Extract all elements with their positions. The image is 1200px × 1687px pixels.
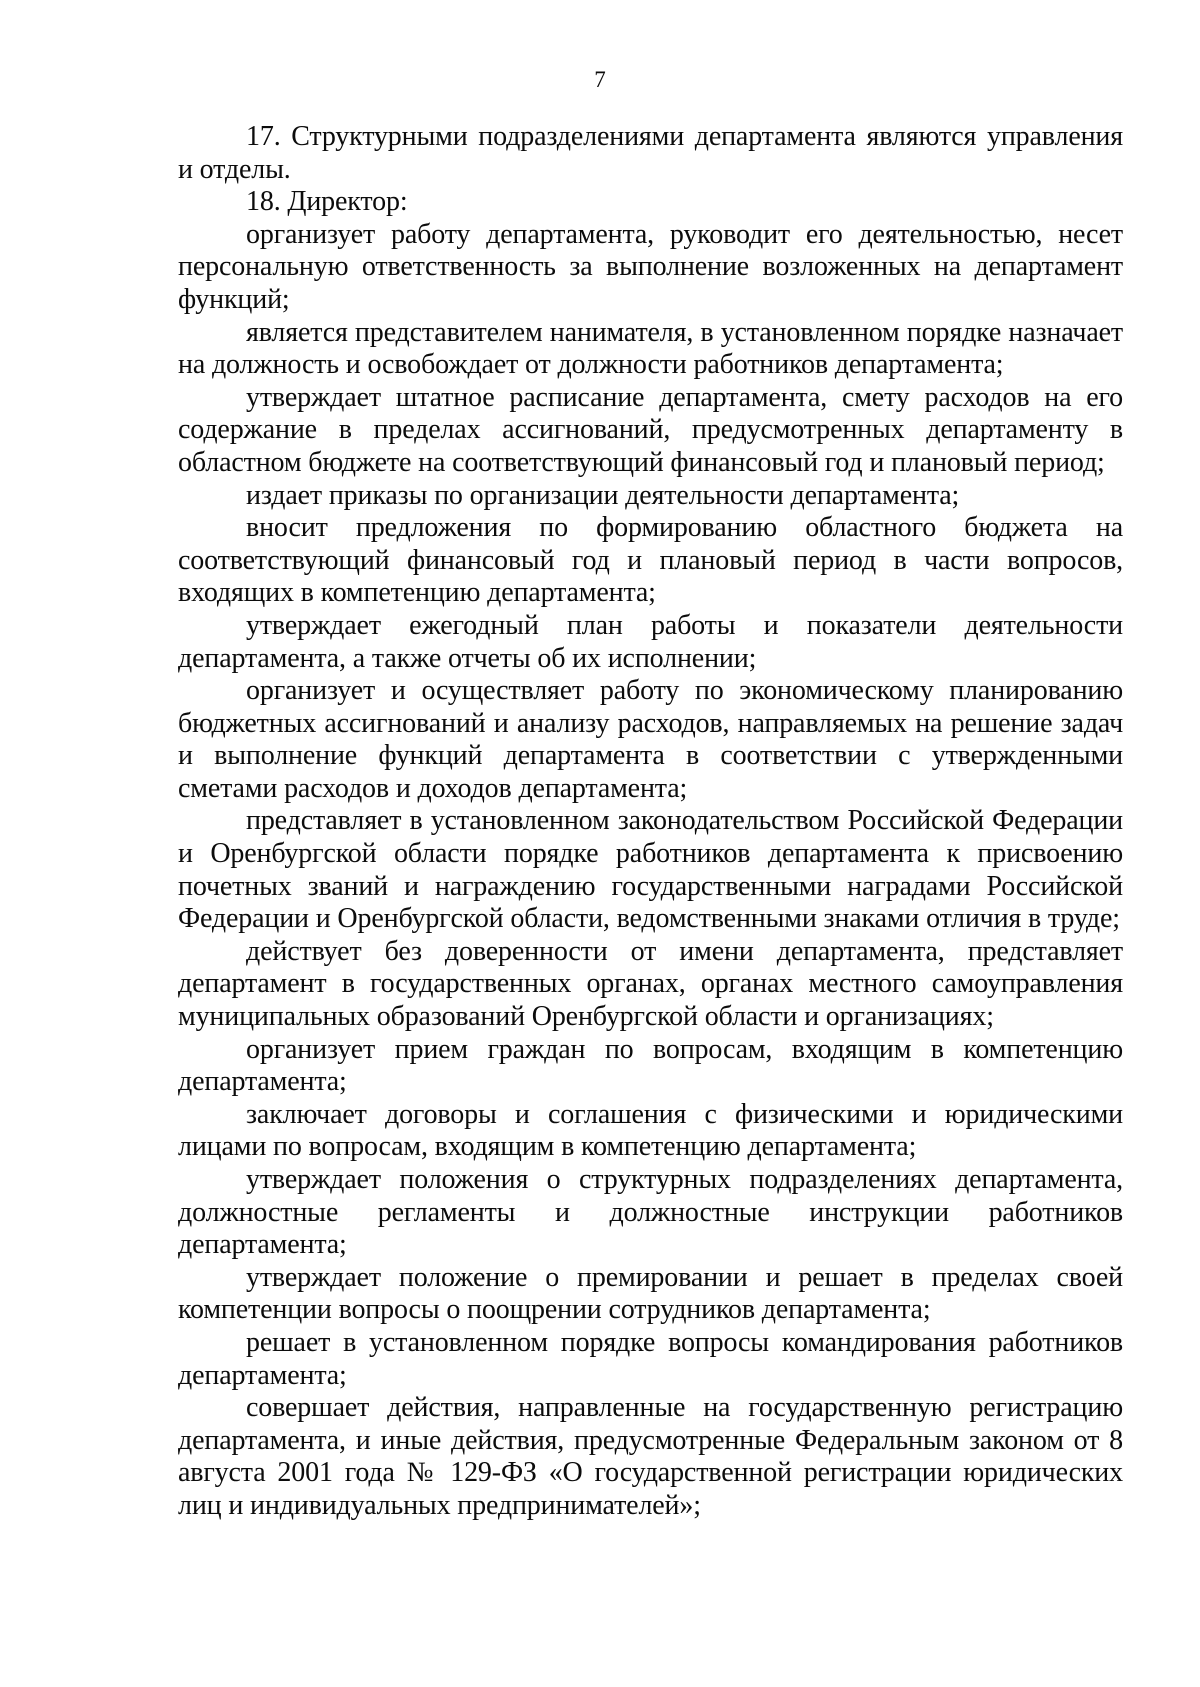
document-body [178,121,1123,1523]
paragraph-18-director-heading: 18. Директор: [246,186,408,218]
paragraph-state-registration: совершает действия, направленные на государственную регистрацию департамента, и иные действия, предусмотренные Федеральным законом от 8 августа 2001 года № 129-ФЗ «О государственной регистрации юридических лиц и индивидуальных предпринимателей»; [178,1392,1123,1521]
paragraph-contracts: заключает договоры и соглашения с физическими и юридическими лицами по вопросам, входящим в компетенцию департамента; [178,1098,1123,1163]
paragraph-approves-staffing: утверждает штатное расписание департамента, смету расходов на его содержание в пределах ассигнований, предусмотренных департаменту в областном бюджете на соответствующий финансовый год и плановый период; [178,381,1123,478]
paragraph-bonus-regulations: утверждает положение о премировании и решает в пределах своей компетенции вопросы о поощрении сотрудников департамента; [178,1261,1123,1326]
paragraph-business-trips: решает в установленном порядке вопросы командирования работников департамента; [178,1326,1123,1391]
paragraph-economic-planning: организует и осуществляет работу по экономическому планированию бюджетных ассигнований и анализу расходов, направляемых на решение задач и выполнение функций департамента в соответствии с утвержденными сметами расходов и доходов департамента; [178,675,1123,804]
paragraph-structural-regulations: утверждает положения о структурных подразделениях департамента, должностные регламенты и должностные инструкции работников департамента; [178,1164,1123,1261]
paragraph-acts-without-proxy: действует без доверенности от имени департамента, представляет департамент в государственных органах, органах местного самоуправления муниципальных образований Оренбургской области и организациях; [178,935,1123,1033]
page-number: 7 [594,67,606,92]
paragraph-employer-representative: является представителем нанимателя, в установленном порядке назначает на должность и освобождает от должности работников департамента; [178,316,1123,381]
paragraph-issues-orders: издает приказы по организации деятельности департамента; [246,479,960,511]
paragraph-citizen-reception: организует прием граждан по вопросам, входящим в компетенцию департамента; [178,1033,1123,1098]
paragraph-17-structure: 17. Структурными подразделениями департамента являются управления и отделы. [178,121,1123,185]
paragraph-organizes-work: организует работу департамента, руководит его деятельностью, несет персональную ответственность за выполнение возложенных на департамент функций; [178,218,1123,315]
paragraph-annual-plan: утверждает ежегодный план работы и показатели деятельности департамента, а также отчеты об их исполнении; [178,609,1123,674]
paragraph-budget-proposals: вносит предложения по формированию областного бюджета на соответствующий финансовый год и плановый период в части вопросов, входящих в компетенцию департамента; [178,512,1123,609]
paragraph-awards: представляет в установленном законодательством Российской Федерации и Оренбургской области порядке работников департамента к присвоению почетных званий и награждению государственными наградами Российской Федерации и Оренбургской области, ведомственными знаками отличия в труде; [178,805,1123,935]
